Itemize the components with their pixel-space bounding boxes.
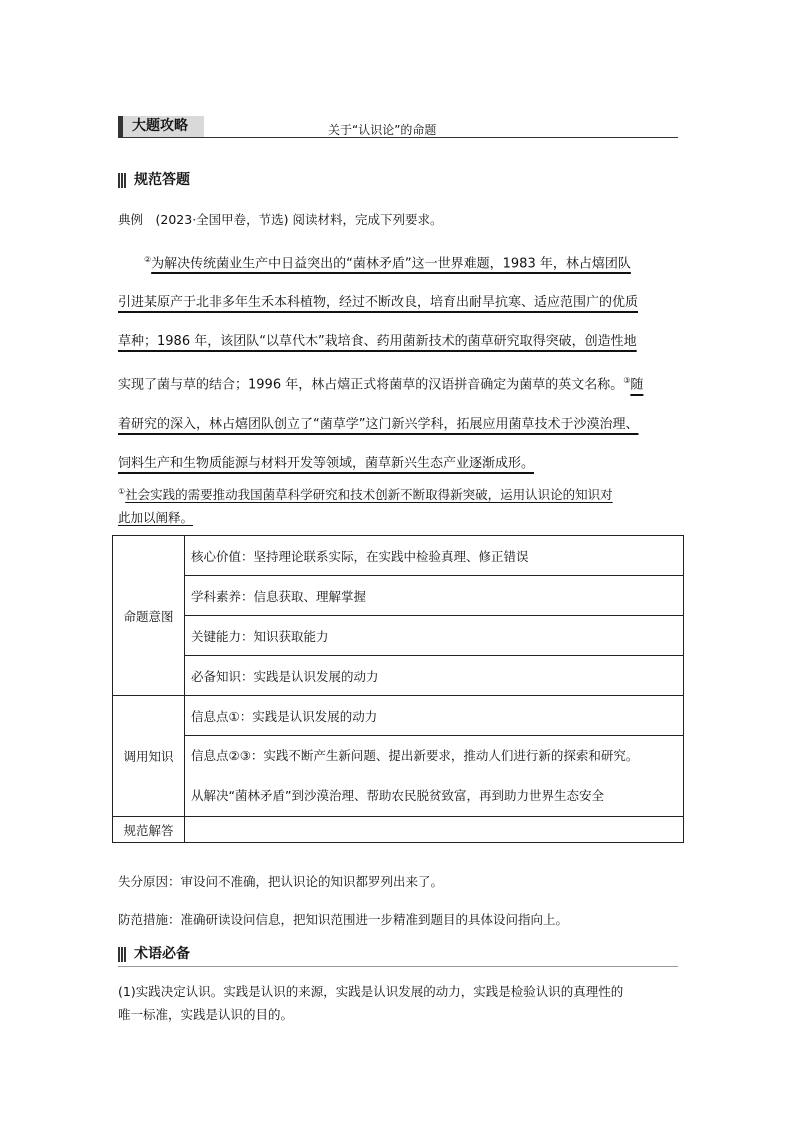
analysis-table [112, 535, 684, 843]
table-cell: 学科素养：信息获取、理解掌握 [185, 576, 684, 616]
table-cell: 核心价值：坚持理论联系实际，在实践中检验真理、修正错误 [185, 536, 684, 576]
table-cell: 信息点①：实践是认识发展的动力 [185, 696, 684, 736]
terms [118, 980, 684, 1026]
loss-reason: 失分原因：审设问不准确，把认识论的知识都罗列出来了。 [118, 874, 444, 889]
terms-line: (1)实践决定认识。实践是认识的来源，实践是认识发展的动力，实践是检验认识的真理性的 [118, 984, 624, 999]
marker-2: ② [144, 255, 152, 264]
prevention: 防范措施：准确研读设问信息，把知识范围进一步精准到题目的具体设问指向上。 [118, 912, 569, 927]
terms-line: 唯一标准，实践是认识的目的。 [118, 1007, 294, 1022]
section-title: 术语必备 [134, 946, 190, 962]
question-line: 此加以阐释。 [118, 510, 194, 526]
answer-cell [185, 817, 684, 843]
passage [118, 240, 680, 483]
section-heading-terms [118, 944, 190, 964]
table-cell: 必备知识：实践是认识发展的动力 [185, 656, 684, 696]
passage-line: 引进某原产于北非多年生禾本科植物，经过不断改良，培育出耐旱抗寒、适应范围广的优质 [118, 295, 639, 311]
page-title: 关于“认识论”的命题 [328, 123, 437, 137]
passage-line: 随 [630, 377, 644, 393]
marker-3: ③ [623, 376, 631, 386]
question-line: 社会实践的需要推动我国菌草科学研究和技术创新不断取得新突破，运用认识论的知识对 [125, 487, 613, 503]
section-tag: 大题攻略 [118, 116, 204, 137]
section-marker-icon [118, 947, 126, 962]
passage-line: 草种；1986 年，该团队“以草代木”栽培食、药用菌新技术的菌草研究取得突破，创造性地 [118, 334, 637, 350]
passage-line: 着研究的深入，林占熺团队创立了“菌草学”这门新兴学科，拓展应用菌草技术于沙漠治理、 [118, 416, 639, 432]
info-line: 从解决“菌林矛盾”到沙漠治理、帮助农民脱贫致富，再到助力世界生态安全 [191, 788, 604, 803]
passage-line: 为解决传统菌业生产中日益突出的“菌林矛盾”这一世界难题，1983 年，林占熺团队 [151, 256, 631, 272]
section-marker-icon [118, 173, 126, 188]
info-line: 信息点②③：实践不断产生新问题、提出新要求，推动人们进行新的探索和研究。 [191, 748, 639, 763]
label-intent: 命题意图 [113, 536, 185, 696]
label-knowledge: 调用知识 [113, 696, 185, 817]
table-cell: 关键能力：知识获取能力 [185, 616, 684, 656]
passage-line: 饲料生产和生物质能源与材料开发等领域，菌草新兴生态产业逐渐成形。 [118, 455, 535, 471]
table-cell [185, 736, 684, 817]
label-answer: 规范解答 [113, 817, 185, 843]
example-intro: 典例 (2023·全国甲卷，节选) 阅读材料，完成下列要求。 [118, 212, 443, 227]
divider [118, 966, 678, 967]
section-heading-answer [118, 170, 190, 190]
passage-line: 实现了菌与草的结合；1996 年，林占熺正式将菌草的汉语拼音确定为菌草的英文名称。 [118, 377, 624, 393]
marker-1: ① [118, 487, 126, 496]
question [118, 480, 684, 529]
section-title: 规范答题 [134, 172, 190, 188]
